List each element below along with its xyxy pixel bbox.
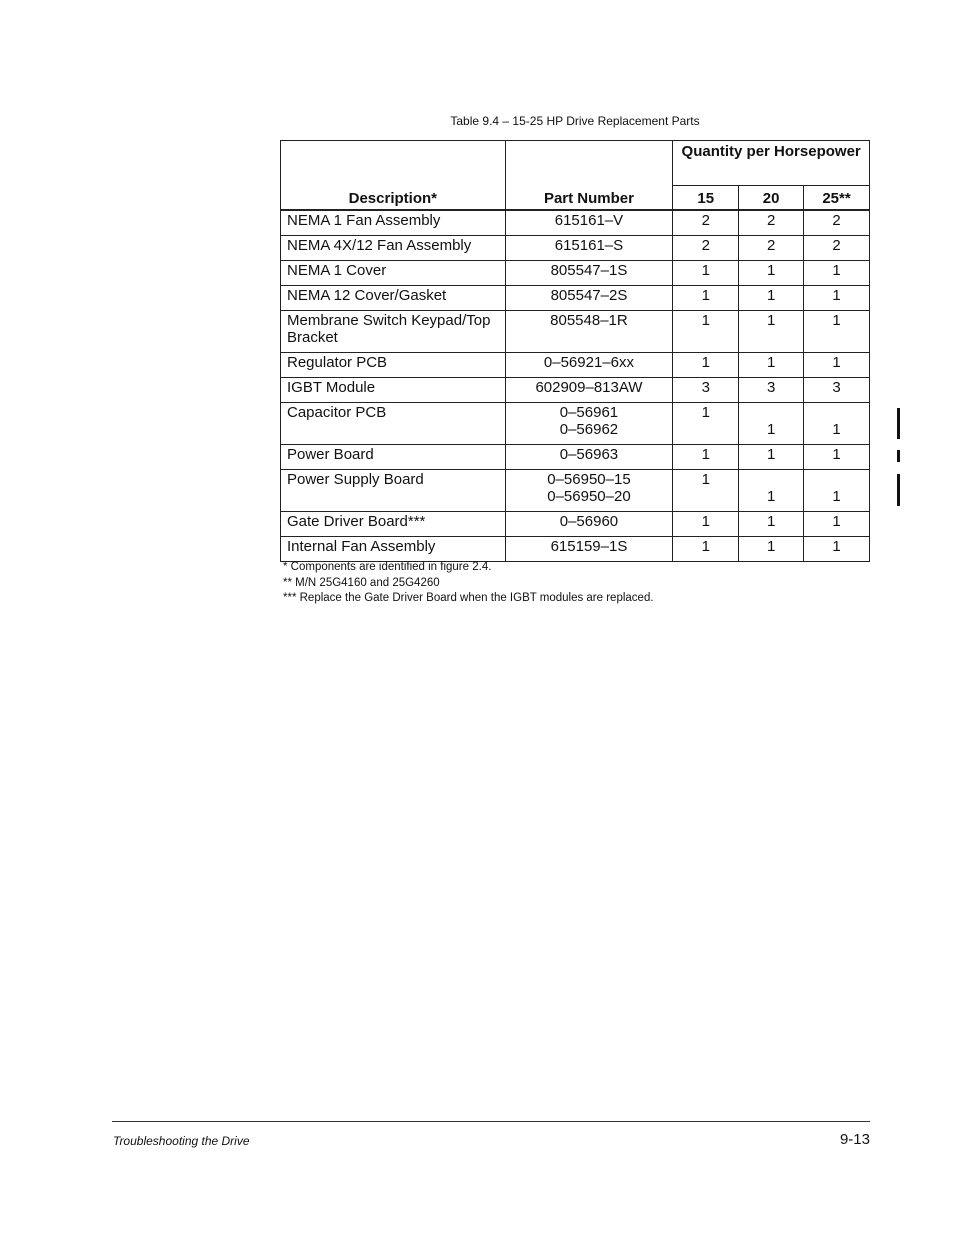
cell-line: 1: [701, 312, 710, 329]
cell-qty-25: [804, 378, 870, 403]
cell-line: 805547–2S: [550, 287, 628, 304]
cell-line: 1: [832, 421, 841, 438]
table-row: [281, 286, 870, 311]
cell-description: Internal Fan Assembly: [281, 537, 506, 562]
table-row: [281, 512, 870, 537]
change-bar: [897, 408, 900, 439]
footnotes: [283, 560, 654, 607]
cell-qty-20: [739, 311, 804, 353]
cell-line: [679, 488, 732, 505]
cell-qty-15: [673, 210, 739, 236]
header-part-number: Part Number: [505, 141, 673, 211]
cell-qty-20: [739, 286, 804, 311]
cell-part-number: [505, 261, 673, 286]
cell-line: 615161–S: [554, 237, 624, 254]
table-row: [281, 210, 870, 236]
table-row: [281, 470, 870, 512]
cell-qty-15: [673, 353, 739, 378]
header-hp-20: 20: [739, 186, 804, 211]
table-row: [281, 311, 870, 353]
page-number: 9-13: [839, 1131, 870, 1148]
cell-line: 1: [701, 354, 710, 371]
cell-line: [679, 421, 732, 438]
cell-line: 1: [766, 312, 776, 329]
cell-line: 1: [766, 488, 776, 505]
cell-line: 0–56921–6xx: [543, 354, 634, 371]
cell-qty-25: [804, 286, 870, 311]
cell-line: 0–56950–20: [547, 488, 631, 505]
cell-qty-25: [804, 445, 870, 470]
header-quantity-per-horsepower: Quantity per Horsepower: [673, 141, 870, 186]
cell-line: 1: [832, 262, 841, 279]
cell-qty-25: [804, 403, 870, 445]
cell-qty-15: [673, 286, 739, 311]
cell-part-number: [505, 512, 673, 537]
cell-line: 1: [766, 513, 776, 530]
cell-qty-20: [739, 403, 804, 445]
cell-line: 602909–813AW: [535, 379, 643, 396]
cell-line: 3: [701, 379, 710, 396]
cell-line: 0–56960: [559, 513, 619, 530]
replacement-parts-table: [280, 140, 870, 562]
cell-line: 1: [766, 262, 776, 279]
cell-description: Gate Driver Board***: [281, 512, 506, 537]
cell-line: [745, 404, 797, 421]
cell-line: 1: [701, 446, 710, 463]
cell-qty-25: [804, 537, 870, 562]
cell-line: [745, 471, 797, 488]
header-hp-15: 15: [673, 186, 739, 211]
cell-part-number: [505, 537, 673, 562]
cell-part-number: [505, 445, 673, 470]
cell-part-number: [505, 311, 673, 353]
cell-qty-20: [739, 512, 804, 537]
cell-line: 0–56962: [559, 421, 619, 438]
cell-qty-20: [739, 445, 804, 470]
cell-line: 1: [832, 538, 841, 555]
cell-qty-15: [673, 445, 739, 470]
cell-line: 0–56950–15: [547, 471, 631, 488]
cell-qty-25: [804, 311, 870, 353]
footnote: * Components are identified in figure 2.4.: [283, 561, 492, 573]
cell-line: 805547–1S: [550, 262, 628, 279]
cell-part-number: [505, 286, 673, 311]
table-row: [281, 261, 870, 286]
cell-description: Power Supply Board: [281, 470, 506, 512]
cell-description: Power Board: [281, 445, 506, 470]
cell-qty-20: [739, 353, 804, 378]
cell-line: 1: [766, 287, 776, 304]
cell-description: Regulator PCB: [281, 353, 506, 378]
cell-line: 1: [766, 538, 776, 555]
cell-qty-15: [673, 261, 739, 286]
cell-line: 1: [701, 471, 710, 488]
cell-part-number: [505, 210, 673, 236]
cell-part-number: [505, 403, 673, 445]
footer-section-title: Troubleshooting the Drive: [113, 1134, 250, 1148]
cell-line: [810, 404, 863, 421]
change-bar: [897, 474, 900, 506]
cell-line: 1: [766, 446, 776, 463]
table-row: [281, 445, 870, 470]
cell-part-number: [505, 470, 673, 512]
cell-line: 2: [832, 212, 841, 229]
cell-line: 1: [701, 287, 710, 304]
cell-part-number: [505, 236, 673, 261]
cell-line: 1: [832, 354, 841, 371]
cell-line: 1: [832, 513, 841, 530]
cell-qty-20: [739, 210, 804, 236]
table-caption: Table 9.4 – 15-25 HP Drive Replacement Parts: [450, 114, 700, 128]
cell-part-number: [505, 378, 673, 403]
cell-qty-15: [673, 236, 739, 261]
cell-line: 1: [832, 312, 841, 329]
cell-line: 2: [766, 212, 776, 229]
cell-qty-25: [804, 512, 870, 537]
table-row: [281, 236, 870, 261]
cell-qty-25: [804, 210, 870, 236]
cell-qty-25: [804, 353, 870, 378]
header-description: Description*: [281, 141, 506, 211]
footnote: *** Replace the Gate Driver Board when the IGBT modules are replaced.: [283, 592, 654, 604]
cell-qty-25: [804, 236, 870, 261]
change-bar: [897, 450, 900, 462]
table-row: [281, 378, 870, 403]
cell-qty-15: [673, 512, 739, 537]
table-row: [281, 403, 870, 445]
cell-description: NEMA 1 Cover: [281, 261, 506, 286]
cell-line: 1: [766, 354, 776, 371]
cell-line: 1: [701, 513, 710, 530]
cell-line: 1: [832, 287, 841, 304]
header-hp-25: 25**: [804, 186, 870, 211]
cell-line: 1: [832, 488, 841, 505]
cell-description: Membrane Switch Keypad/Top Bracket: [281, 311, 506, 353]
cell-description: NEMA 1 Fan Assembly: [281, 210, 506, 236]
cell-line: 2: [701, 237, 710, 254]
cell-qty-20: [739, 261, 804, 286]
cell-line: 3: [766, 379, 776, 396]
cell-part-number: [505, 353, 673, 378]
cell-qty-25: [804, 261, 870, 286]
cell-qty-15: [673, 311, 739, 353]
cell-line: 2: [766, 237, 776, 254]
cell-line: 1: [766, 421, 776, 438]
table-row: [281, 537, 870, 562]
table-body: [281, 210, 870, 562]
cell-line: 805548–1R: [550, 312, 628, 329]
cell-qty-20: [739, 470, 804, 512]
cell-line: 1: [701, 262, 710, 279]
cell-line: 1: [701, 404, 710, 421]
footer-divider: [112, 1121, 870, 1122]
cell-qty-20: [739, 378, 804, 403]
table-row: [281, 353, 870, 378]
cell-qty-25: [804, 470, 870, 512]
cell-line: 615161–V: [554, 212, 624, 229]
cell-description: IGBT Module: [281, 378, 506, 403]
cell-line: 2: [701, 212, 710, 229]
cell-qty-20: [739, 236, 804, 261]
cell-line: 1: [701, 538, 710, 555]
cell-description: NEMA 12 Cover/Gasket: [281, 286, 506, 311]
cell-line: 0–56961: [559, 404, 619, 421]
cell-line: 615159–1S: [550, 538, 628, 555]
cell-description: NEMA 4X/12 Fan Assembly: [281, 236, 506, 261]
cell-qty-15: [673, 537, 739, 562]
cell-line: [810, 471, 863, 488]
cell-line: 1: [832, 446, 841, 463]
cell-description: Capacitor PCB: [281, 403, 506, 445]
cell-qty-15: [673, 378, 739, 403]
cell-line: 0–56963: [559, 446, 619, 463]
cell-line: 3: [832, 379, 841, 396]
cell-line: 2: [832, 237, 841, 254]
cell-qty-20: [739, 537, 804, 562]
footnote: ** M/N 25G4160 and 25G4260: [283, 576, 440, 589]
cell-qty-15: [673, 470, 739, 512]
cell-qty-15: [673, 403, 739, 445]
